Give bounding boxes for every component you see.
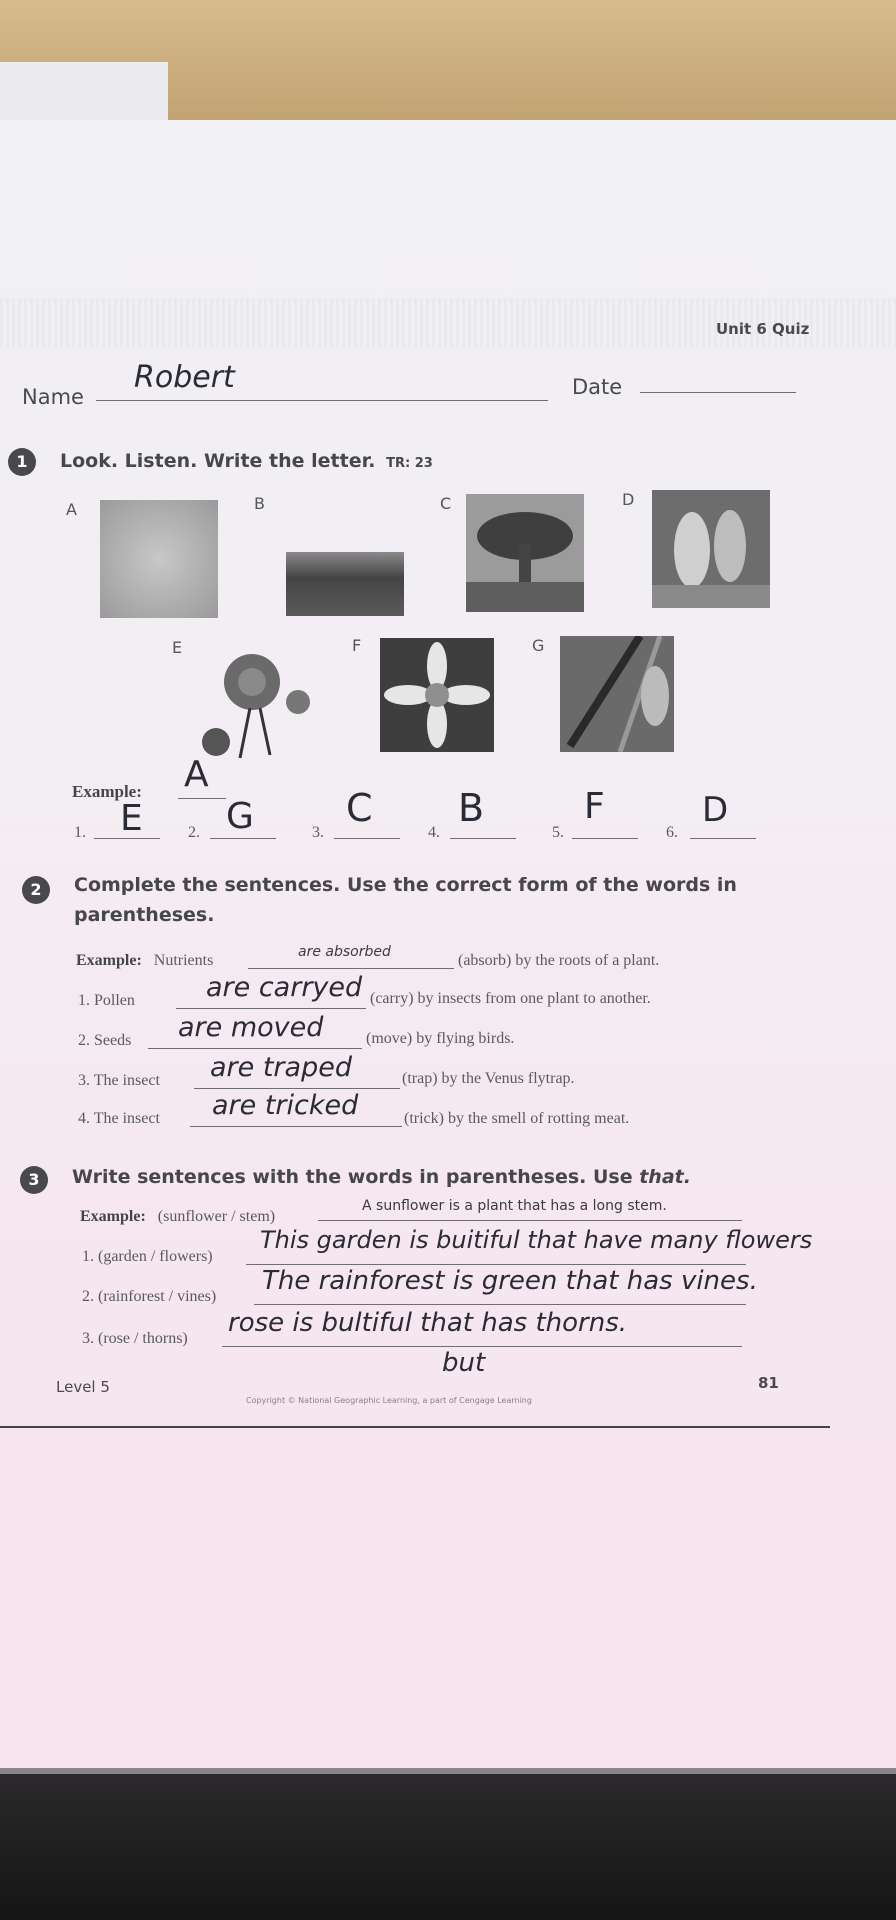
picture-label-d: D	[622, 490, 635, 509]
s3-item2-line[interactable]	[254, 1304, 746, 1305]
section3-example-answer: A sunflower is a plant that has a long stem.	[362, 1198, 667, 1214]
s3-item3-answer[interactable]: rose is bultiful that has thorns.	[228, 1308, 628, 1338]
s2-item2-lead: 2. Seeds	[78, 1032, 132, 1049]
answer-2-line[interactable]	[210, 838, 276, 839]
picture-label-a: A	[66, 500, 77, 519]
daisy-icon	[380, 638, 494, 752]
section3-example: Example: (sunflower / stem)	[80, 1208, 276, 1225]
s2-item4-lead: 4. The insect	[78, 1110, 160, 1127]
section1-badge: 1	[8, 448, 36, 476]
date-line[interactable]	[640, 392, 796, 393]
footer-copyright: Copyright © National Geographic Learning, a part of Cengage Learning	[246, 1396, 532, 1405]
section1-example-label: Example:	[72, 782, 142, 801]
s3-item1-answer[interactable]: This garden is buitiful that have many flowers	[260, 1226, 813, 1254]
picture-label-g: G	[532, 636, 545, 655]
s2-item1-rest: (carry) by insects from one plant to another.	[370, 990, 651, 1007]
s2-item1-answer[interactable]: are carryed	[206, 972, 363, 1003]
picture-label-f: F	[352, 636, 362, 655]
answer-1-value[interactable]: E	[120, 798, 143, 839]
section1-example-answer: A	[184, 754, 209, 795]
name-line	[96, 400, 548, 401]
answer-5-line[interactable]	[572, 838, 638, 839]
s2-item3-line[interactable]	[194, 1088, 400, 1089]
s2-item2-answer[interactable]: are moved	[178, 1012, 324, 1043]
vines-icon	[560, 636, 674, 752]
answer-6-num: 6.	[666, 824, 678, 841]
unit-title: Unit 6 Quiz	[716, 320, 810, 338]
answer-4-line[interactable]	[450, 838, 516, 839]
section2-title-line1: Complete the sentences. Use the correct form of the words in	[74, 874, 737, 896]
sky-icon	[100, 500, 218, 618]
s3-item1-line[interactable]	[246, 1264, 746, 1265]
section1-title: Look. Listen. Write the letter. TR: 23	[60, 450, 433, 472]
s3-item2-answer[interactable]: The rainforest is green that has vines.	[262, 1266, 758, 1296]
s2-item3-rest: (trap) by the Venus flytrap.	[402, 1070, 575, 1087]
section3-badge: 3	[20, 1166, 48, 1194]
picture-label-c: C	[440, 494, 452, 513]
s3-item2-lead: 2. (rainforest / vines)	[82, 1288, 217, 1305]
answer-4-num: 4.	[428, 824, 440, 841]
picture-label-b: B	[254, 494, 265, 513]
section2-badge: 2	[22, 876, 50, 904]
dark-surface	[0, 1768, 896, 1920]
section2-example-answer: are absorbed	[298, 944, 391, 960]
footer-rule	[0, 1426, 830, 1428]
rose-icon	[200, 650, 320, 760]
s3-insert-word: but	[442, 1348, 486, 1378]
section2-title-line2: parentheses.	[74, 904, 215, 926]
section3-example-line	[318, 1220, 742, 1221]
footer-level: Level 5	[56, 1378, 110, 1396]
section3-title: Write sentences with the words in parentheses. Use that.	[72, 1166, 691, 1188]
answer-2-num: 2.	[188, 824, 200, 841]
section2-example: Example: Nutrients	[76, 952, 214, 969]
name-label: Name	[22, 385, 84, 409]
date-label: Date	[572, 375, 623, 399]
s3-item3-line[interactable]	[222, 1346, 742, 1347]
example-answer-line	[178, 798, 226, 799]
name-value[interactable]: Robert	[134, 360, 235, 395]
picture-label-e: E	[172, 638, 183, 657]
answer-3-line[interactable]	[334, 838, 400, 839]
s2-item2-line[interactable]	[148, 1048, 362, 1049]
s2-item3-lead: 3. The insect	[78, 1072, 160, 1089]
answer-5-value[interactable]: F	[584, 786, 605, 827]
s2-item1-line[interactable]	[176, 1008, 366, 1009]
section2-example-rest: (absorb) by the roots of a plant.	[458, 952, 660, 969]
answer-1-num: 1.	[74, 824, 86, 841]
s3-item1-lead: 1. (garden / flowers)	[82, 1248, 213, 1265]
section2-example-line	[248, 968, 454, 969]
answer-3-value[interactable]: C	[346, 786, 373, 830]
tree-icon	[466, 494, 584, 612]
answer-4-value[interactable]: B	[458, 786, 485, 830]
answer-3-num: 3.	[312, 824, 324, 841]
s2-item1-lead: 1. Pollen	[78, 992, 135, 1009]
s2-item4-rest: (trick) by the smell of rotting meat.	[404, 1110, 630, 1127]
answer-2-value[interactable]: G	[226, 796, 254, 837]
answer-6-value[interactable]: D	[702, 790, 729, 830]
answer-5-num: 5.	[552, 824, 564, 841]
footer-page: 81	[758, 1374, 779, 1392]
s3-item3-lead: 3. (rose / thorns)	[82, 1330, 188, 1347]
s2-item4-line[interactable]	[190, 1126, 402, 1127]
field-icon	[286, 552, 404, 616]
s2-item2-rest: (move) by flying birds.	[366, 1030, 515, 1047]
answer-6-line[interactable]	[690, 838, 756, 839]
s2-item4-answer[interactable]: are tricked	[212, 1090, 359, 1121]
s2-item3-answer[interactable]: are traped	[210, 1052, 352, 1083]
flytrap-icon	[652, 490, 770, 608]
